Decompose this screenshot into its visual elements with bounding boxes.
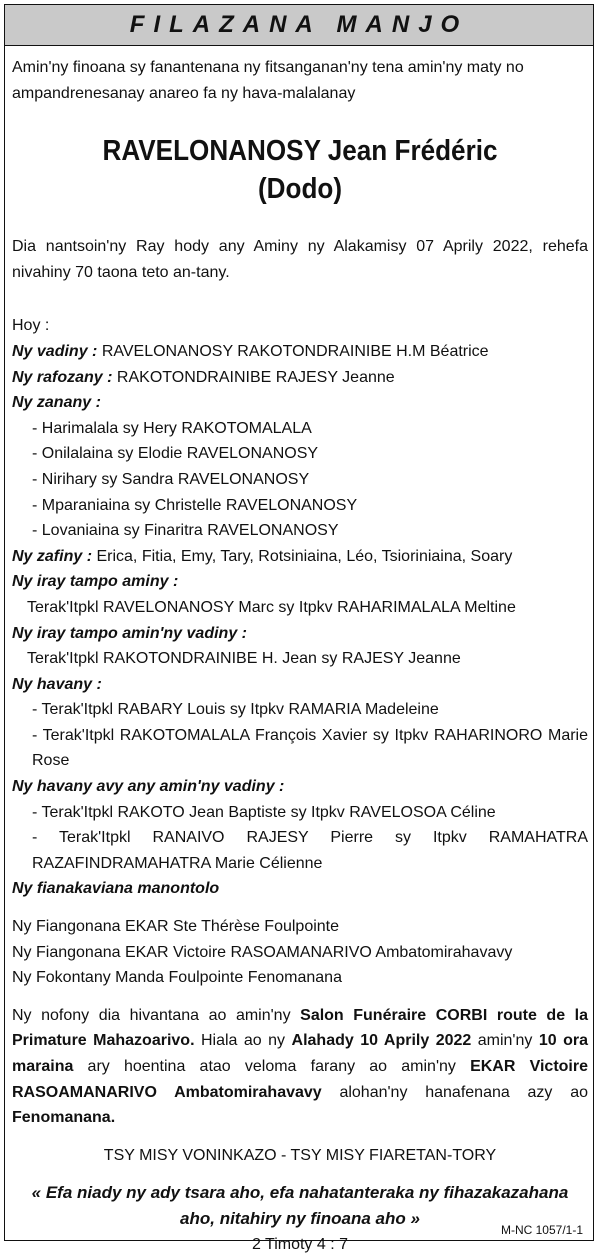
vadiny-label: Ny vadiny : [12,342,98,360]
intro-text: Amin'ny finoana sy fanantenana ny fitsanganan'ny tena amin'ny maty no ampandrenesanay anareo fa ny hava-malalanay [12,59,524,102]
organizations-list [12,914,588,991]
bible-reference: 2 Timoty 4 : 7 [251,1236,349,1254]
list-item: - Harimalala sy Hery RAKOTOMALALA [32,419,312,437]
zanany-list [12,416,588,544]
hoy-label: Hoy : [12,317,50,335]
iray-tampo-aminy-label: Ny iray tampo aminy : [12,573,179,591]
funeral-text: amin'ny [471,1032,539,1050]
funeral-church: EKAR Victoire RASOAMANARIVO Ambatomirahavavy [12,1058,588,1101]
funeral-date: Alahady 10 Aprily 2022 [291,1032,472,1050]
iray-tampo-aminy-value: Terak'Itpkl RAVELONANOSY Marc sy Itpkv RAHARIMALALA Meltine [27,598,516,616]
obituary-notice [4,4,594,1254]
death-announcement: Dia nantsoin'ny Ray hody any Aminy ny Alakamisy 07 Aprily 2022, rehefa nivahiny 70 taona teto an-tany. [12,238,588,281]
list-item: - Terak'Itpkl RANAIVO RAJESY Pierre sy Itpkv RAMAHATRA RAZAFINDRAMAHATRA Marie Célienne [32,829,588,872]
havany-vadiny-list [12,800,588,877]
burial-place: Fenomanana. [12,1109,116,1127]
list-item: - Terak'Itpkl RAKOTO Jean Baptiste sy Itpkv RAVELOSOA Céline [32,803,496,821]
funeral-time: 10 ora maraina [12,1032,588,1075]
zafiny-line [12,544,588,570]
funeral-details [12,1003,588,1131]
iray-tampo-vadiny-label: Ny iray tampo amin'ny vadiny : [12,624,247,642]
reference-code: M-NC 1057/1-1 [500,1223,583,1237]
header-title: FILAZANA MANJO [129,11,469,38]
havany-label: Ny havany : [12,675,102,693]
list-item: - Nirihary sy Sandra RAVELONANOSY [32,470,310,488]
zanany-label: Ny zanany : [12,394,101,412]
closing-line: TSY MISY VONINKAZO - TSY MISY FIARETAN-TORY [103,1146,497,1164]
funeral-venue: Salon Funéraire CORBI route de la Primature Mahazoarivo. [12,1006,588,1050]
fianakaviana-label: Ny fianakaviana manontolo [12,880,220,898]
funeral-text: ary hoentina atao veloma farany ao amin'ny [73,1058,471,1075]
rafozany-line [12,365,588,391]
organization-item: Ny Fiangonana EKAR Ste Thérèse Foulpointe [12,918,340,936]
list-item: - Mparaniaina sy Christelle RAVELONANOSY [32,496,358,514]
funeral-text: Ny nofony dia hivantana ao amin'ny [12,1006,301,1024]
deceased-nickname: (Dodo) [257,173,343,206]
vadiny-value: RAVELONANOSY RAKOTONDRAINIBE H.M Béatrice [101,342,489,360]
havany-list [12,697,588,774]
organization-item: Ny Fokontany Manda Foulpointe Fenomanana [12,969,342,987]
list-item: - Terak'Itpkl RAKOTOMALALA François Xavier sy Itpkv RAHARINORO Marie Rose [32,726,588,770]
zafiny-label: Ny zafiny : [12,547,93,565]
funeral-text: alohan'ny hanafenana azy ao [321,1083,588,1101]
header-banner [5,5,593,46]
deceased-name: RAVELONANOSY Jean Frédéric [102,135,498,168]
list-item: - Lovaniaina sy Finaritra RAVELONANOSY [32,522,339,540]
rafozany-value: RAKOTONDRAINIBE RAJESY Jeanne [116,368,395,386]
rafozany-label: Ny rafozany : [12,368,113,386]
list-item: - Terak'Itpkl RABARY Louis sy Itpkv RAMARIA Madeleine [32,701,439,719]
havany-vadiny-label: Ny havany avy any amin'ny vadiny : [12,778,285,796]
list-item: - Onilalaina sy Elodie RAVELONANOSY [32,445,319,463]
deceased-name-block [41,132,559,208]
zafiny-value: Erica, Fitia, Emy, Tary, Rotsiniaina, Léo, Tsioriniaina, Soary [96,547,513,565]
notice-content [12,55,588,1258]
vadiny-line [12,339,588,365]
iray-tampo-vadiny-value: Terak'Itpkl RAKOTONDRAINIBE H. Jean sy RAJESY Jeanne [27,650,461,668]
organization-item: Ny Fiangonana EKAR Victoire RASOAMANARIVO Ambatomirahavavy [12,943,513,961]
bible-quote: « Efa niady ny ady tsara aho, efa nahatanteraka ny fihazakazahana aho, nitahiry ny finoana aho » [31,1183,569,1229]
funeral-text: Hiala ao ny [194,1032,292,1050]
